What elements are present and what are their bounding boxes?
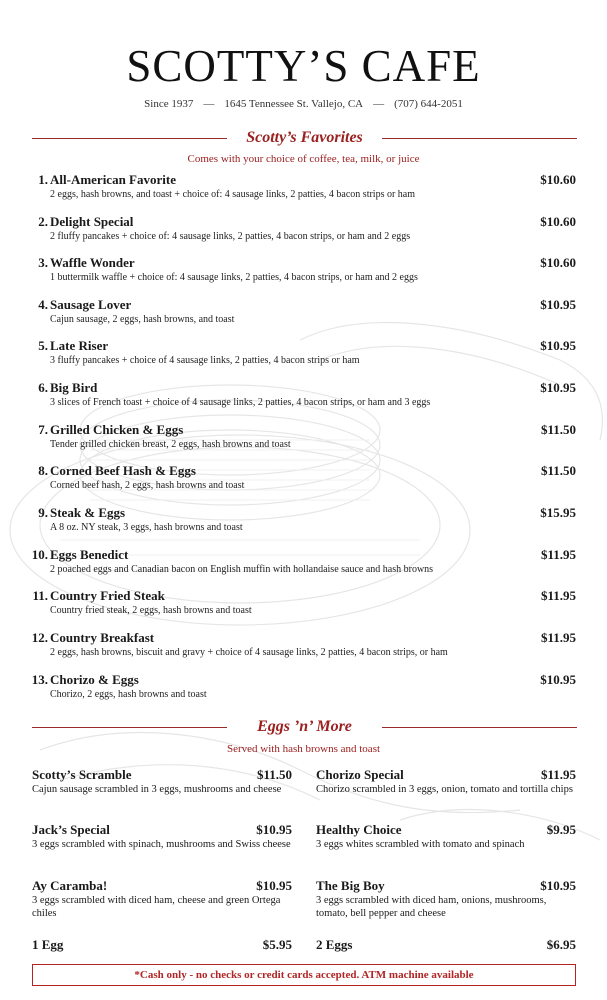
since-text: Since 1937 [144,98,194,110]
item-name: 2 Eggs [316,937,353,952]
eggs-subtitle: Served with hash browns and toast [226,743,381,755]
item-name: Delight Special [50,214,134,229]
item-name: Healthy Choice [316,822,402,837]
address-text: 1645 Tennessee St. Vallejo, CA [224,98,364,110]
item-price: $10.95 [540,297,576,312]
item-name: Eggs Benedict [50,547,129,562]
item-name: All-American Favorite [50,172,176,187]
item-price: $5.95 [262,937,292,952]
item-name: Country Fried Steak [50,588,165,603]
cafe-title: SCOTTY’S CAFE [126,41,481,91]
item-name: Big Bird [50,380,98,395]
item-price: $10.95 [540,878,576,893]
item-description: 2 poached eggs and Canadian bacon on English muffin with hollandaise sauce and hash browns [50,564,434,575]
item-number: 7. [38,422,48,437]
item-price: $11.95 [540,588,576,603]
eggs-section-header [32,718,577,738]
item-number: 10. [31,547,48,562]
item-price: $10.95 [540,338,576,353]
item-number: 5. [38,338,48,353]
item-price: $15.95 [540,505,576,520]
item-name: Country Breakfast [50,630,155,645]
item-price: $11.95 [540,547,576,562]
item-price: $10.95 [540,672,576,687]
item-number: 1. [38,172,48,187]
item-description: Chorizo, 2 eggs, hash browns and toast [50,689,207,700]
item-price: $11.95 [540,767,576,782]
item-number: 2. [38,214,48,229]
item-name: Sausage Lover [50,297,132,312]
eggs-heading: Eggs ’n’ More [32,718,577,736]
item-name: Chorizo & Eggs [50,672,139,687]
item-number: 13. [31,672,48,687]
item-name: The Big Boy [316,878,385,893]
item-description: 3 eggs whites scrambled with tomato and spinach [316,839,525,850]
item-price: $11.50 [256,767,292,782]
item-description: 3 fluffy pancakes + choice of 4 sausage links, 2 patties, 4 bacon strips or ham [50,355,360,366]
cafe-info-line [0,98,607,110]
item-price: $9.95 [546,822,576,837]
item-price: $11.50 [540,422,576,437]
favorites-subtitle: Comes with your choice of coffee, tea, milk, or juice [187,153,420,165]
item-description: Country fried steak, 2 eggs, hash browns and toast [50,605,252,616]
item-description: 2 eggs, hash browns, biscuit and gravy + choice of 4 sausage links, 2 patties, 4 bacon strips, or ham [50,647,448,658]
item-name: Waffle Wonder [50,255,135,270]
favorites-heading: Scotty’s Favorites [32,129,577,147]
item-name: Chorizo Special [316,767,404,782]
item-name: Corned Beef Hash & Eggs [50,463,196,478]
item-name: Jack’s Special [32,822,110,837]
item-price: $10.60 [540,214,576,229]
item-description: 3 eggs scrambled with diced ham, onions, mushrooms, tomato, bell pepper and cheese [316,895,547,919]
item-description: Cajun sausage scrambled in 3 eggs, mushrooms and cheese [32,784,282,795]
item-name: Ay Caramba! [32,878,108,893]
item-number: 6. [38,380,48,395]
item-name: Late Riser [50,338,109,353]
item-number: 3. [38,255,48,270]
item-description: Cajun sausage, 2 eggs, hash browns, and toast [50,314,235,325]
item-name: Grilled Chicken & Eggs [50,422,184,437]
item-price: $10.95 [540,380,576,395]
separator: — [373,98,385,110]
item-description: Tender grilled chicken breast, 2 eggs, hash browns and toast [50,439,291,450]
phone-text: (707) 644-2051 [394,98,463,110]
item-price: $10.95 [256,878,292,893]
item-price: $10.60 [540,255,576,270]
item-number: 12. [31,630,48,645]
item-number: 9. [38,505,48,520]
item-number: 11. [32,588,48,603]
item-description: Corned beef hash, 2 eggs, hash browns and toast [50,480,245,491]
item-description: 2 fluffy pancakes + choice of: 4 sausage links, 2 patties, 4 bacon strips, or ham and 2 eggs [50,231,411,242]
item-name: 1 Egg [32,937,64,952]
item-number: 4. [38,297,48,312]
item-name: Scotty’s Scramble [32,767,132,782]
item-price: $11.50 [540,463,576,478]
item-number: 8. [38,463,48,478]
cash-only-notice: *Cash only - no checks or credit cards accepted. ATM machine available [32,964,576,986]
item-description: 3 eggs scrambled with spinach, mushrooms and Swiss cheese [32,839,291,850]
item-description: Chorizo scrambled in 3 eggs, onion, tomato and tortilla chips [316,784,573,795]
item-description: 2 eggs, hash browns, and toast + choice of: 4 sausage links, 2 patties, 4 bacon strips or ham [50,189,416,200]
item-description: 3 slices of French toast + choice of 4 sausage links, 2 patties, 4 bacon strips, or ham and 3 eggs [50,397,431,408]
item-description: 1 buttermilk waffle + choice of: 4 sausage links, 2 patties, 4 bacon strips, or ham and 2 eggs [50,272,418,283]
item-description: A 8 oz. NY steak, 3 eggs, hash browns and toast [50,522,243,533]
favorites-section-header [32,129,577,149]
item-name: Steak & Eggs [50,505,126,520]
item-description: 3 eggs scrambled with diced ham, cheese and green Ortega chiles [32,895,281,919]
item-price: $10.60 [540,172,576,187]
item-price: $6.95 [546,937,576,952]
separator: — [203,98,215,110]
item-price: $10.95 [256,822,292,837]
item-price: $11.95 [540,630,576,645]
